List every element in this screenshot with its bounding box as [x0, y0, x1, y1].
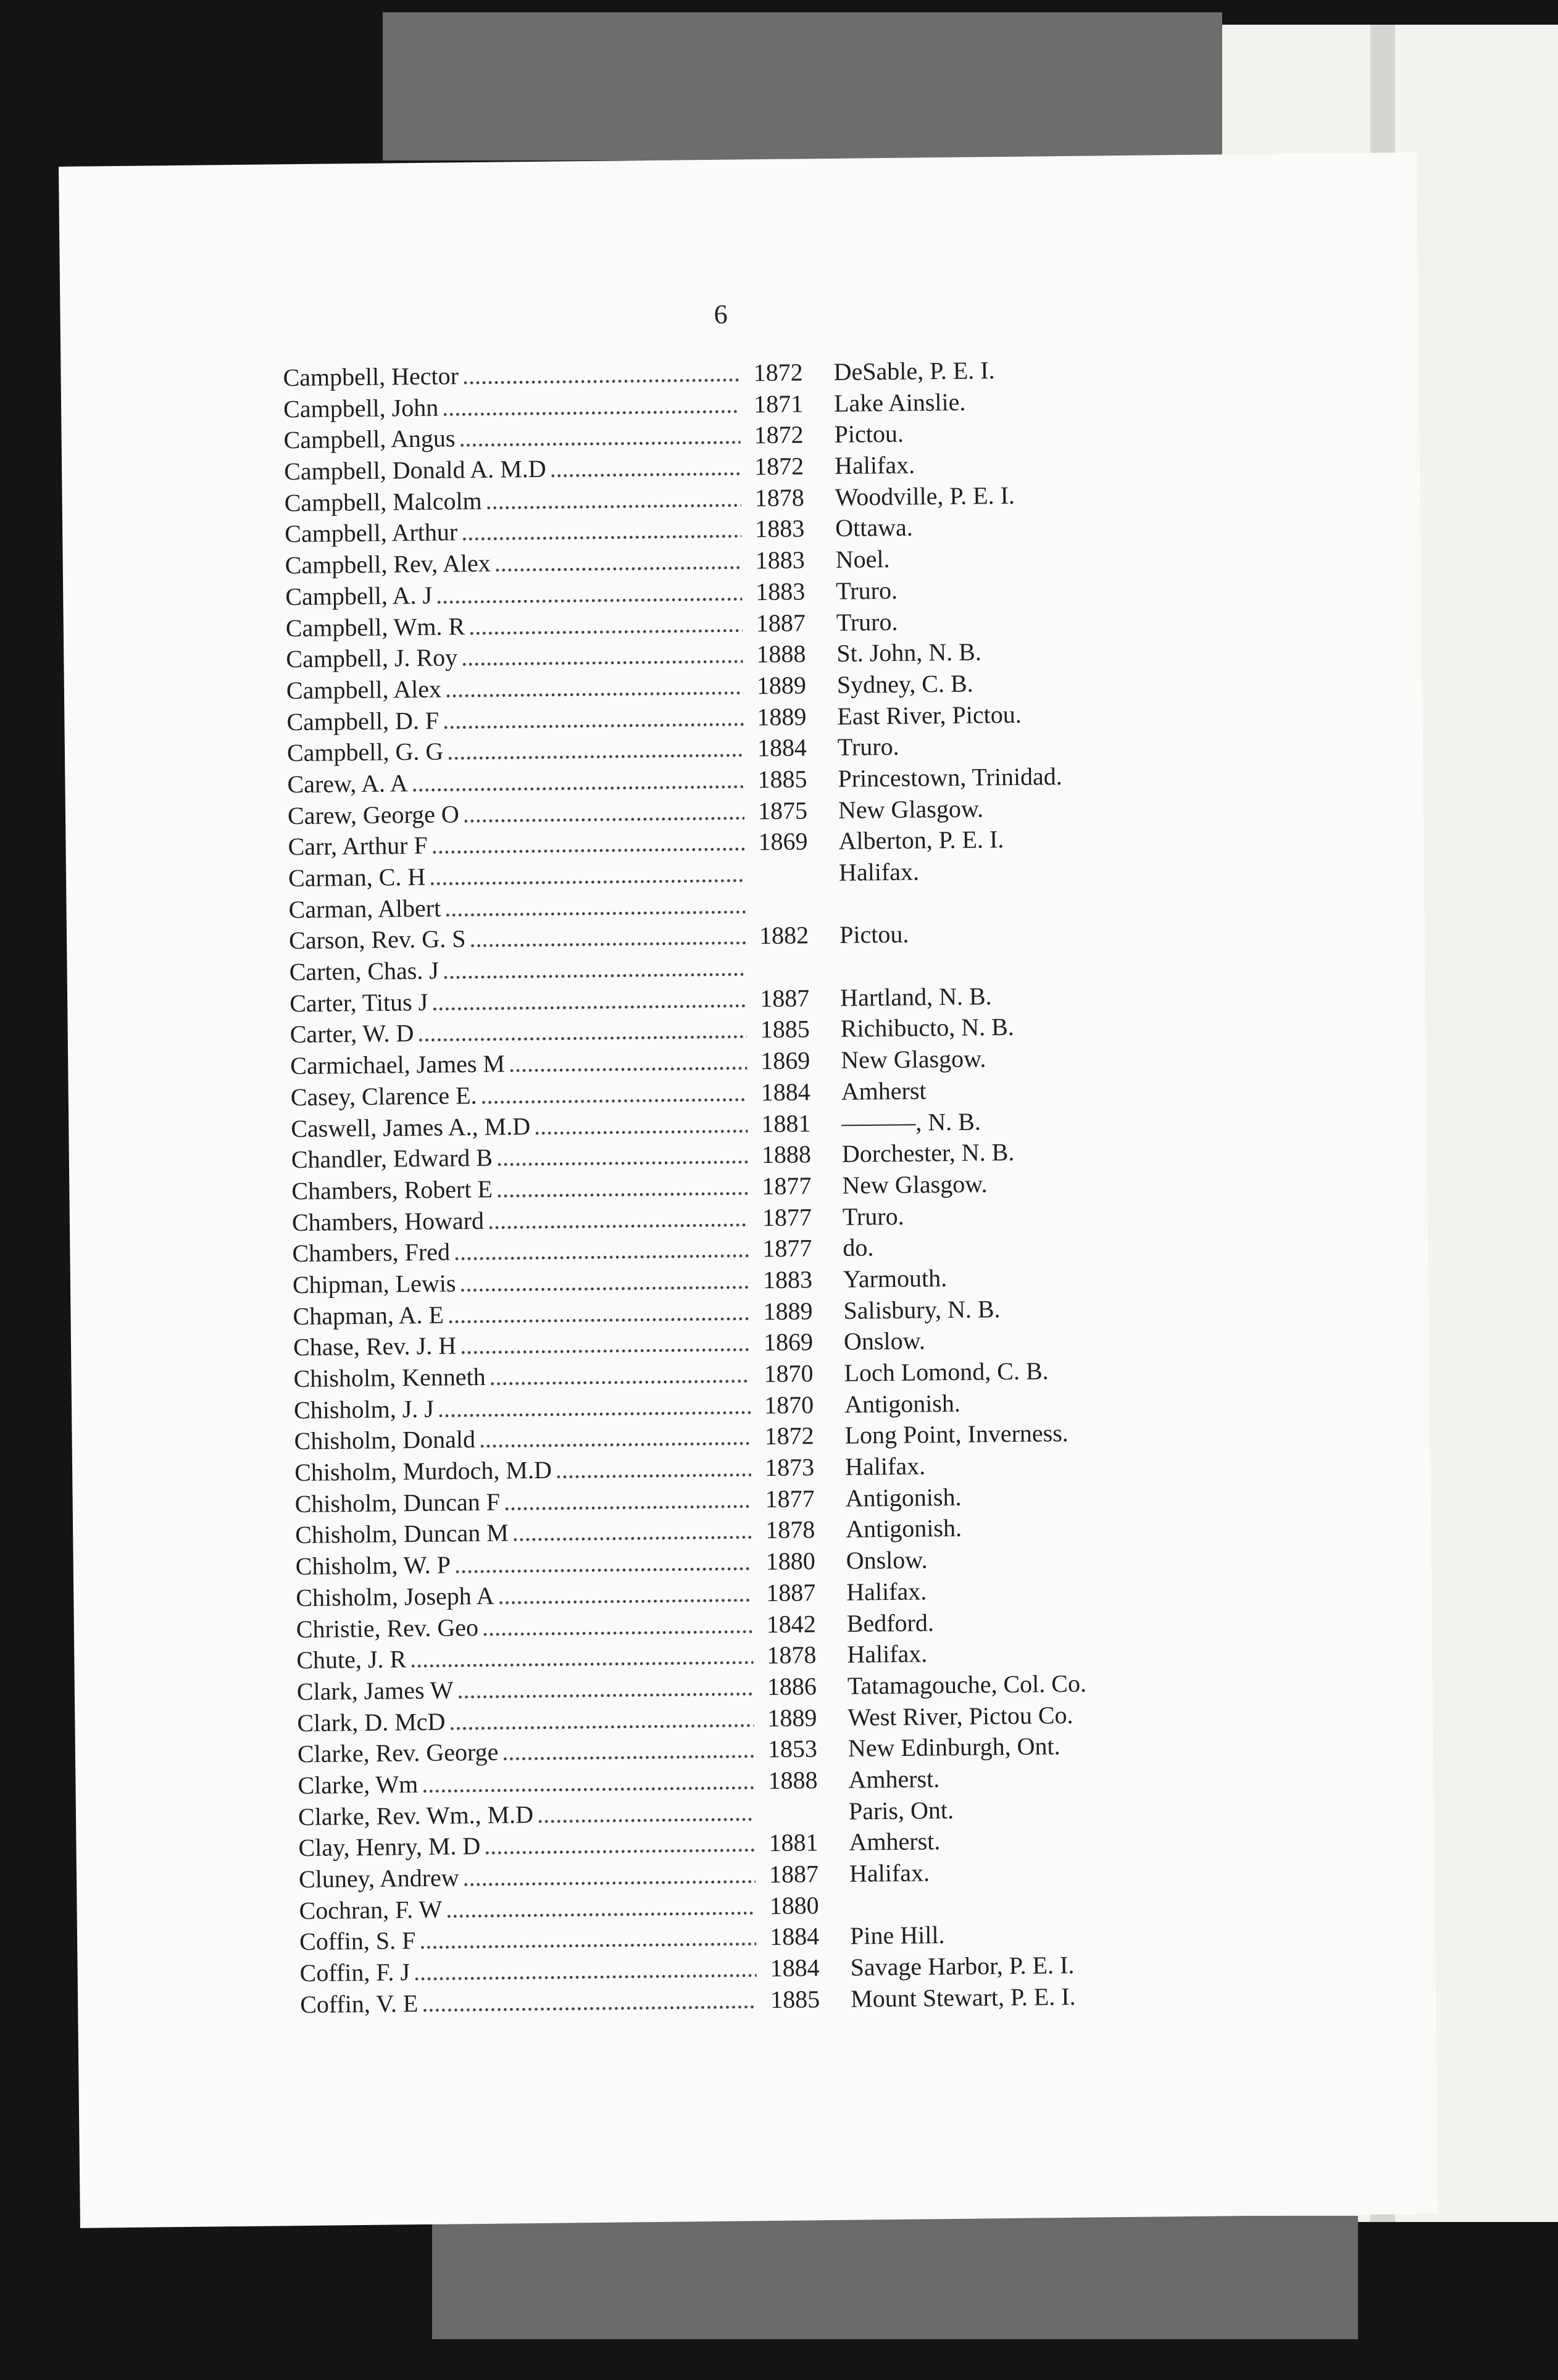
entry-year: 1887	[756, 608, 806, 637]
scan-background-bottom	[432, 2216, 1358, 2339]
entry-year: 1884	[770, 1954, 820, 1983]
entry-year: 1869	[758, 827, 808, 856]
entry-year: 1883	[754, 514, 805, 543]
entry-name: Chisholm, Duncan F	[294, 1487, 504, 1518]
entry-name: Chisholm, Duncan M	[295, 1518, 512, 1550]
entry-year: 1880	[765, 1547, 815, 1576]
entry-name-cell	[299, 1923, 756, 1957]
entry-name: Campbell, Wm. R	[286, 612, 469, 643]
entry-place: Truro.	[842, 1202, 904, 1231]
entry-name-cell	[284, 483, 741, 517]
entry-name-cell	[285, 515, 741, 549]
entry-name-cell	[296, 1610, 753, 1644]
entry-name: Campbell, Alex	[286, 674, 446, 705]
entry-year: 1872	[753, 358, 803, 387]
entry-name: Campbell, Angus	[283, 424, 459, 455]
entry-place: Yarmouth.	[843, 1263, 948, 1293]
entry-name: Chase, Rev. J. H	[293, 1331, 460, 1362]
entry-name: Clarke, Wm	[298, 1770, 422, 1800]
entry-name-cell	[288, 796, 744, 830]
entry-place: New Edinburgh, Ont.	[848, 1732, 1060, 1762]
entry-year	[746, 912, 833, 913]
entry-place: New Glasgow.	[840, 1044, 986, 1074]
entry-place: New Glasgow.	[842, 1170, 988, 1199]
entry-year: 1877	[762, 1171, 812, 1200]
entry-name: Chandler, Edward B	[291, 1143, 497, 1174]
entry-name: Carter, W. D	[290, 1018, 417, 1049]
entry-name-cell	[286, 609, 743, 643]
entry-name-cell	[300, 1985, 757, 2019]
entry-name-cell	[293, 1359, 750, 1393]
entry-place: East River, Pictou.	[837, 700, 1022, 730]
entry-name: Campbell, Hector	[283, 361, 462, 392]
entry-place: Antigonish.	[845, 1483, 962, 1512]
entry-name-cell	[288, 890, 745, 924]
entry-year: 1878	[754, 483, 804, 512]
entry-year: 1877	[765, 1484, 815, 1513]
entry-year: 1878	[767, 1641, 817, 1670]
entry-year: 1878	[765, 1515, 815, 1544]
entry-name: Cochran, F. W	[299, 1894, 446, 1924]
entry-name: Chipman, Lewis	[293, 1268, 460, 1299]
entry-year: 1869	[760, 1046, 810, 1075]
page-number: 6	[714, 299, 728, 330]
entry-place: Sydney, C. B.	[836, 669, 973, 699]
entry-year: 1884	[757, 733, 807, 762]
entry-year: 1872	[754, 420, 804, 449]
entry-name-cell	[298, 1829, 755, 1863]
entry-name-cell	[288, 859, 745, 892]
entry-name-cell	[297, 1704, 754, 1737]
entry-place: do.	[843, 1233, 874, 1262]
entry-name: Chambers, Howard	[292, 1205, 488, 1236]
entry-name-cell	[283, 389, 740, 423]
entry-year: 1887	[759, 984, 810, 1012]
entry-name-cell	[289, 922, 746, 955]
entry-place: DeSable, P. E. I.	[833, 356, 995, 386]
entry-name: Chisholm, W. P	[296, 1550, 455, 1581]
entry-place: Long Point, Inverness.	[844, 1419, 1069, 1450]
entry-place: Onslow.	[843, 1326, 926, 1356]
entry-year: 1886	[767, 1672, 817, 1700]
entry-year: 1884	[769, 1922, 820, 1951]
entry-name: Carman, C. H	[288, 862, 430, 892]
entry-place: Halifax.	[834, 451, 915, 480]
entry-place: Lake Ainslie.	[833, 388, 966, 417]
entry-name-cell	[293, 1328, 750, 1362]
entry-name: Clarke, Rev. Wm., M.D	[298, 1800, 538, 1831]
entry-name-cell	[286, 640, 743, 674]
entry-place: Halifax.	[847, 1639, 928, 1668]
entry-year: 1869	[763, 1328, 814, 1357]
entry-year: 1881	[761, 1109, 811, 1138]
entry-name: Chisholm, Murdoch, M.D	[294, 1455, 556, 1487]
entry-place: Savage Harbor, P. E. I.	[850, 1950, 1075, 1981]
entry-name: Campbell, Rev, Alex	[285, 549, 494, 580]
entry-place: Halifax.	[844, 1452, 926, 1481]
entry-name-cell	[290, 1047, 747, 1081]
entry-name: Clark, D. McD	[297, 1707, 449, 1737]
entry-year: 1875	[757, 796, 808, 825]
entry-name-cell	[287, 734, 744, 768]
entry-name-cell	[291, 1078, 748, 1112]
entry-name: Coffin, F. J	[299, 1957, 414, 1987]
entry-name: Coffin, S. F	[299, 1926, 420, 1956]
entry-name-cell	[292, 1234, 749, 1268]
entry-year: 1872	[754, 452, 804, 481]
entry-place: Halifax.	[849, 1858, 930, 1887]
entry-name-cell	[299, 1954, 756, 1987]
entry-name-cell	[288, 828, 744, 862]
entry-name: Campbell, A. J	[285, 580, 436, 611]
entry-name-cell	[299, 1891, 756, 1925]
entry-year: 1872	[764, 1421, 814, 1450]
entry-year: 1887	[766, 1578, 816, 1607]
entry-name-cell	[294, 1453, 751, 1487]
entry-place: Woodville, P. E. I.	[835, 481, 1015, 511]
entry-year: 1888	[756, 639, 806, 668]
entry-place: Halifax.	[846, 1577, 927, 1606]
entry-year: 1889	[763, 1296, 813, 1325]
entry-name: Campbell, Malcolm	[284, 486, 485, 517]
entry-place: ———, N. B.	[841, 1107, 981, 1137]
entry-name-cell	[285, 546, 742, 580]
entry-name-cell	[290, 1015, 746, 1049]
entry-name-cell	[294, 1484, 751, 1518]
entry-name: Carman, Albert	[288, 893, 444, 924]
entry-name-cell	[294, 1391, 751, 1425]
entry-name-cell	[287, 765, 744, 799]
entry-name: Chute, J. R	[296, 1644, 410, 1675]
entry-name-cell	[289, 952, 746, 986]
entry-name: Casey, Clarence E.	[291, 1081, 481, 1112]
entry-year: 1880	[769, 1891, 819, 1920]
entry-name-cell	[283, 421, 740, 455]
entry-year: 1842	[766, 1609, 817, 1638]
entry-place: Halifax.	[838, 857, 920, 886]
entry-name: Clay, Henry, M. D	[298, 1831, 484, 1862]
entry-name: Cluney, Andrew	[299, 1863, 463, 1894]
entry-name-cell	[296, 1641, 753, 1675]
entry-name-cell	[298, 1766, 754, 1800]
entry-name-cell	[293, 1265, 749, 1299]
entry-year: 1885	[757, 765, 807, 794]
entry-name-cell	[294, 1422, 751, 1456]
entry-name: Chambers, Robert E	[291, 1175, 496, 1205]
entry-year: 1888	[761, 1140, 812, 1169]
entry-name-cell	[284, 452, 741, 486]
entry-place: Bedford.	[846, 1608, 935, 1637]
entry-place: Antigonish.	[845, 1514, 962, 1544]
entry-name: Campbell, J. Roy	[286, 643, 461, 673]
entry-place: Amherst.	[848, 1765, 940, 1794]
entry-name-cell	[292, 1203, 749, 1237]
entry-name: Campbell, D. F	[286, 705, 443, 736]
entry-place: Paris, Ont.	[848, 1795, 954, 1825]
entry-name: Carson, Rev. G. S	[289, 924, 470, 955]
entry-name: Carew, George O	[288, 799, 463, 830]
entry-year: 1885	[770, 1985, 820, 2013]
entry-year	[755, 1819, 843, 1820]
entry-year: 1885	[760, 1015, 810, 1044]
entry-name-cell	[291, 1171, 748, 1205]
entry-year: 1877	[762, 1202, 812, 1231]
entry-name-cell	[285, 577, 742, 611]
entry-place: Salisbury, N. B.	[843, 1294, 1001, 1325]
entry-place: Onslow.	[846, 1546, 928, 1575]
entry-name: Carew, A. A	[287, 768, 412, 799]
entry-name-cell	[296, 1547, 752, 1581]
entry-name: Chambers, Fred	[292, 1238, 454, 1268]
entry-place: West River, Pictou Co.	[848, 1700, 1073, 1731]
entry-name: Clark, James W	[297, 1675, 457, 1706]
entry-name-cell	[291, 1109, 748, 1143]
entry-year: 1889	[767, 1703, 817, 1732]
entry-place: Truro.	[836, 607, 898, 636]
entry-name: Chapman, A. E	[293, 1300, 448, 1331]
entry-year: 1873	[764, 1453, 815, 1482]
entry-place: Princestown, Trinidad.	[838, 762, 1063, 793]
entry-year: 1889	[757, 702, 807, 731]
entry-place: Truro.	[837, 733, 899, 762]
entry-place: Truro.	[836, 576, 898, 605]
entry-name: Clarke, Rev. George	[298, 1737, 502, 1768]
entry-name: Chisholm, Kenneth	[293, 1362, 489, 1393]
entry-place: Amherst.	[849, 1827, 941, 1857]
entry-name-cell	[298, 1735, 754, 1769]
entry-name-cell	[286, 671, 743, 705]
entry-year: 1870	[764, 1359, 814, 1388]
entry-year: 1883	[755, 546, 805, 575]
entry-name: Chisholm, Donald	[294, 1425, 479, 1455]
entry-place: Pine Hill.	[849, 1921, 945, 1950]
entry-name: Christie, Rev. Geo	[296, 1612, 483, 1643]
entry-year: 1870	[764, 1390, 814, 1419]
scan-background-top	[383, 12, 1222, 160]
entry-place: Tatamagouche, Col. Co.	[847, 1669, 1087, 1700]
entry-name-cell	[286, 702, 743, 736]
entry-place: St. John, N. B.	[836, 638, 982, 668]
entry-place: Alberton, P. E. I.	[838, 825, 1004, 855]
entry-name: Chisholm, J. J	[294, 1394, 438, 1424]
entry-name: Carter, Titus J	[290, 987, 431, 1017]
entry-place: Ottawa.	[835, 513, 913, 543]
entry-place: Pictou.	[834, 420, 904, 449]
entry-year: 1883	[762, 1265, 813, 1294]
entry-name-cell	[290, 984, 746, 1018]
entry-place: Loch Lomond, C. B.	[844, 1357, 1049, 1387]
entry-year: 1881	[769, 1828, 819, 1857]
entry-name: Campbell, Donald A. M.D	[284, 454, 550, 486]
entry-place: Noel.	[835, 545, 890, 573]
entry-year: 1871	[753, 389, 804, 418]
entry-name: Carr, Arthur F	[288, 831, 431, 861]
entry-year: 1882	[759, 921, 809, 950]
entry-place: Richibucto, N. B.	[840, 1013, 1015, 1043]
entry-place: New Glasgow.	[838, 794, 984, 824]
entry-place: Hartland, N. B.	[839, 981, 992, 1012]
entry-place: Pictou.	[839, 920, 909, 949]
entry-place: Amherst	[841, 1076, 927, 1105]
entry-year: 1853	[767, 1734, 818, 1763]
entry-name: Campbell, Arthur	[285, 518, 461, 549]
entry-place: Antigonish.	[844, 1389, 961, 1418]
entry-name: Caswell, James A., M.D	[291, 1112, 534, 1143]
entry-name-cell	[298, 1797, 755, 1831]
entry-year: 1888	[768, 1766, 818, 1795]
entry-name-cell	[291, 1141, 748, 1175]
entry-name-cell	[299, 1860, 756, 1894]
entry-name-cell	[295, 1516, 752, 1550]
entry-name-cell	[283, 358, 739, 392]
entry-year: 1883	[756, 577, 806, 606]
entry-place: Mount Stewart, P. E. I.	[850, 1982, 1076, 2013]
entry-name-cell	[297, 1672, 754, 1706]
entry-year: 1889	[756, 671, 807, 700]
entry-year: 1884	[760, 1078, 810, 1106]
entry-name: Campbell, G. G	[287, 737, 448, 768]
entry-place: Dorchester, N. B.	[841, 1138, 1015, 1168]
entry-name: Chisholm, Joseph A	[296, 1581, 498, 1612]
register-list	[283, 354, 1226, 2021]
entry-name: Carten, Chas. J	[289, 956, 443, 987]
entry-name: Carmichael, James M	[290, 1049, 509, 1081]
entry-name: Coffin, V. E	[300, 1989, 422, 2019]
entry-name: Campbell, John	[283, 393, 443, 423]
entry-year: 1877	[762, 1234, 812, 1263]
document-page	[59, 152, 1438, 2228]
entry-name-cell	[293, 1297, 749, 1331]
entry-name-cell	[296, 1578, 752, 1612]
entry-year: 1887	[769, 1860, 819, 1889]
